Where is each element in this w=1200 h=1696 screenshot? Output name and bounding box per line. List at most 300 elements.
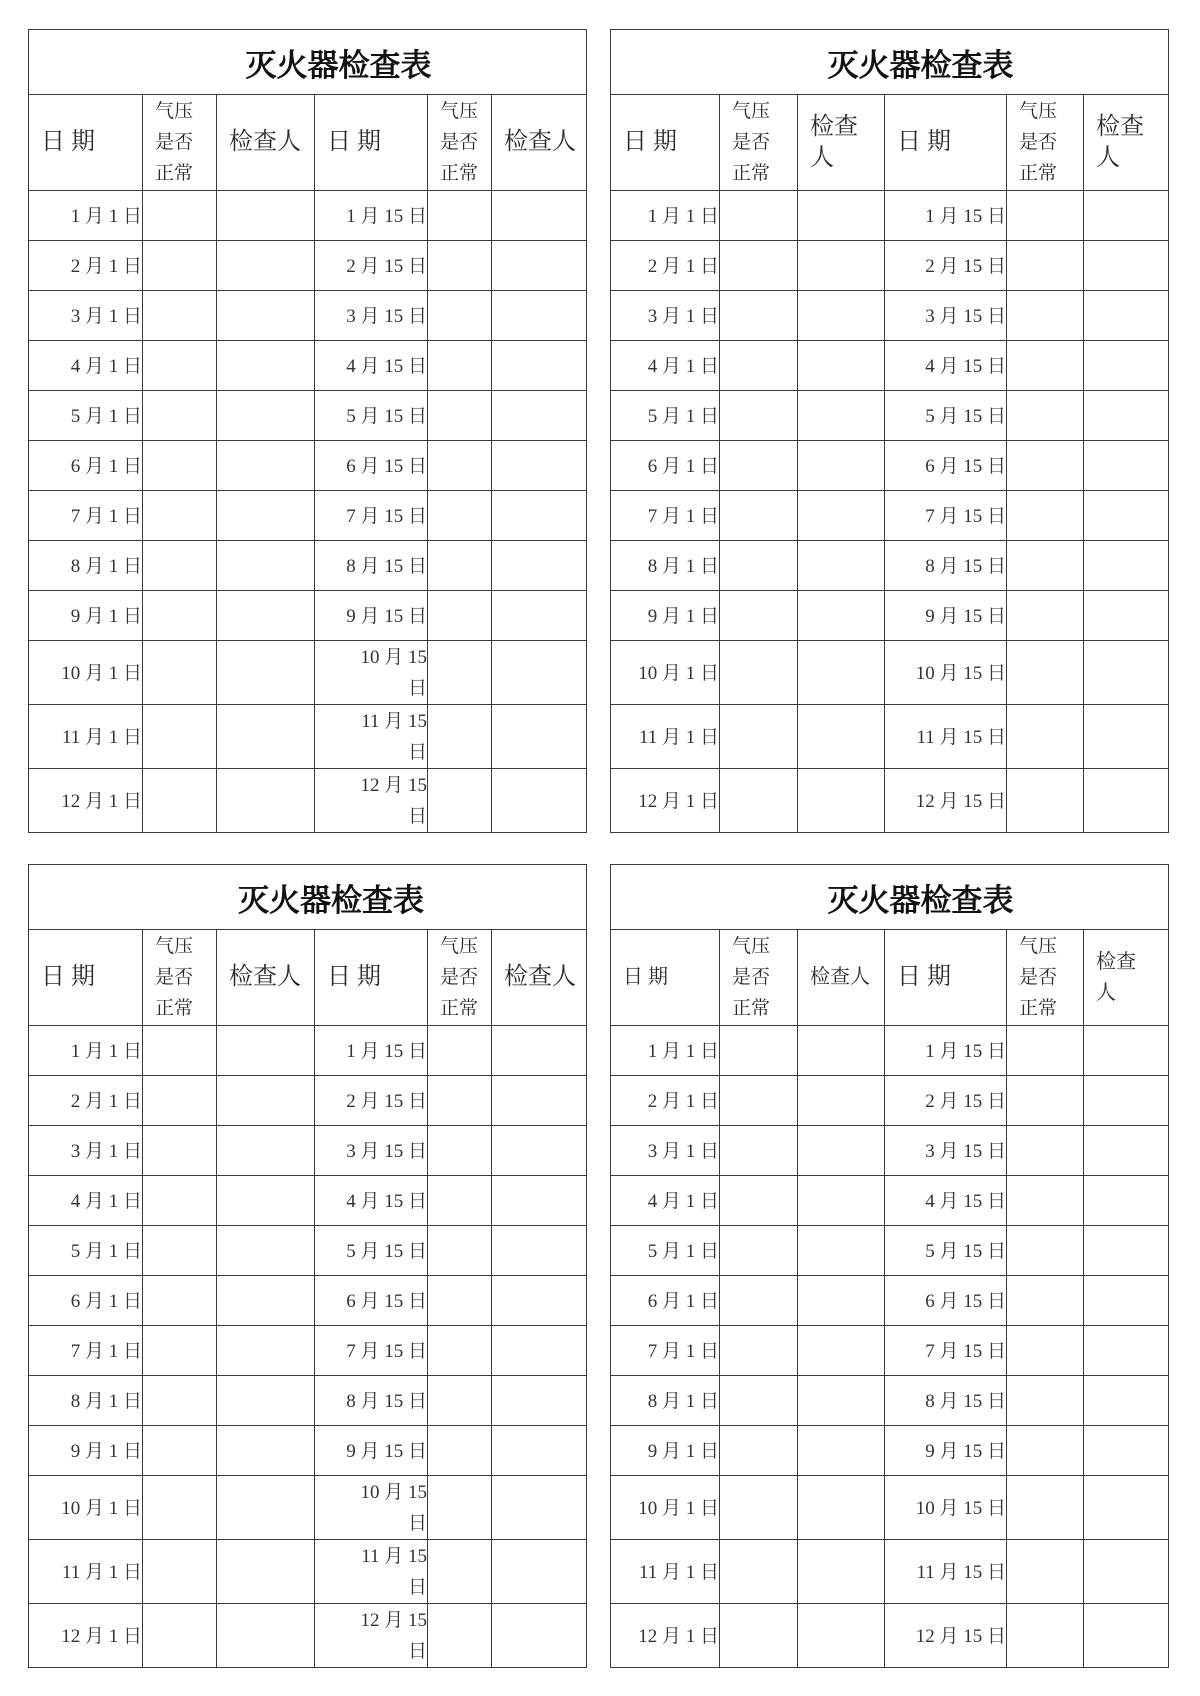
table-row bbox=[29, 1604, 587, 1668]
inspector-cell bbox=[217, 1226, 315, 1276]
header-pressure-line: 气压 bbox=[155, 936, 194, 957]
inspector-cell bbox=[798, 1376, 885, 1426]
date-cell-1st bbox=[29, 1126, 143, 1176]
pressure-check-cell bbox=[1007, 241, 1084, 291]
header-pressure-line: 是否 bbox=[440, 132, 479, 153]
pressure-check-cell bbox=[428, 491, 492, 541]
header-pressure bbox=[143, 930, 217, 1026]
date-cell-15th bbox=[885, 769, 1007, 833]
table-row bbox=[611, 1426, 1169, 1476]
pressure-check-cell bbox=[1007, 705, 1084, 769]
table-row bbox=[611, 1076, 1169, 1126]
date-text: 2 月 15 日 bbox=[925, 255, 1006, 277]
header-pressure-line: 气压 bbox=[440, 936, 479, 957]
pressure-check-cell bbox=[428, 1076, 492, 1126]
pressure-check-cell bbox=[143, 441, 217, 491]
date-cell-1st bbox=[611, 591, 720, 641]
table-title: 灭火器检查表 bbox=[29, 865, 587, 930]
pressure-check-cell bbox=[720, 191, 798, 241]
inspector-cell bbox=[217, 1426, 315, 1476]
header-pressure-line: 是否 bbox=[440, 967, 479, 988]
inspector-cell bbox=[217, 1276, 315, 1326]
date-cell-15th bbox=[315, 1276, 428, 1326]
date-text: 10 月 15 日 bbox=[360, 1481, 427, 1534]
header-pressure-line: 气压 bbox=[732, 936, 771, 957]
inspector-cell bbox=[217, 191, 315, 241]
date-cell-1st bbox=[29, 1476, 143, 1540]
date-cell-15th bbox=[885, 1376, 1007, 1426]
inspector-cell bbox=[798, 191, 885, 241]
date-text: 3 月 15 日 bbox=[925, 305, 1006, 327]
date-cell-1st bbox=[611, 1604, 720, 1668]
table-row bbox=[29, 341, 587, 391]
inspector-cell bbox=[798, 1226, 885, 1276]
inspector-cell bbox=[217, 391, 315, 441]
inspector-cell bbox=[492, 541, 587, 591]
date-cell-15th bbox=[315, 769, 428, 833]
date-cell-1st bbox=[29, 641, 143, 705]
date-cell-15th bbox=[315, 1176, 428, 1226]
pressure-check-cell bbox=[428, 391, 492, 441]
pressure-check-cell bbox=[1007, 1604, 1084, 1668]
date-cell-15th bbox=[885, 1426, 1007, 1476]
pressure-check-cell bbox=[1007, 1026, 1084, 1076]
date-text: 6 月 1 日 bbox=[647, 455, 719, 477]
inspector-cell bbox=[1084, 541, 1169, 591]
table-row bbox=[611, 441, 1169, 491]
header-pressure-line: 正常 bbox=[732, 163, 771, 184]
date-cell-1st bbox=[611, 491, 720, 541]
inspector-cell bbox=[217, 291, 315, 341]
date-text: 10 月 15 日 bbox=[915, 1497, 1006, 1519]
table-row bbox=[29, 1026, 587, 1076]
date-cell-1st bbox=[29, 491, 143, 541]
table-body bbox=[29, 191, 587, 833]
date-text: 7 月 15 日 bbox=[925, 505, 1006, 527]
table-row bbox=[29, 241, 587, 291]
pressure-check-cell bbox=[428, 1026, 492, 1076]
inspector-cell bbox=[1084, 1226, 1169, 1276]
inspector-cell bbox=[217, 1476, 315, 1540]
pressure-check-cell bbox=[428, 769, 492, 833]
table-row bbox=[29, 1426, 587, 1476]
date-text: 6 月 15 日 bbox=[925, 455, 1006, 477]
date-cell-1st bbox=[611, 1326, 720, 1376]
date-text: 10 月 15 日 bbox=[915, 662, 1006, 684]
pressure-check-cell bbox=[1007, 769, 1084, 833]
header-inspector bbox=[1084, 95, 1169, 191]
pressure-check-cell bbox=[428, 341, 492, 391]
pressure-check-cell bbox=[1007, 1276, 1084, 1326]
inspector-cell bbox=[492, 391, 587, 441]
date-text: 1 月 15 日 bbox=[925, 1040, 1006, 1062]
pressure-check-cell bbox=[428, 291, 492, 341]
header-pressure-line: 正常 bbox=[440, 998, 479, 1019]
header-pressure bbox=[428, 95, 492, 191]
table-row bbox=[29, 1326, 587, 1376]
inspector-cell bbox=[1084, 1176, 1169, 1226]
date-cell-15th bbox=[315, 1604, 428, 1668]
pressure-check-cell bbox=[720, 291, 798, 341]
table-row bbox=[611, 1326, 1169, 1376]
date-text: 5 月 15 日 bbox=[925, 405, 1006, 427]
inspector-cell bbox=[217, 441, 315, 491]
date-text: 12 月 1 日 bbox=[638, 790, 719, 812]
date-text: 9 月 15 日 bbox=[346, 605, 427, 627]
date-cell-15th bbox=[885, 705, 1007, 769]
header-date bbox=[315, 95, 428, 191]
table-row bbox=[29, 769, 587, 833]
date-cell-1st bbox=[611, 1276, 720, 1326]
table-title: 灭火器检查表 bbox=[611, 30, 1169, 95]
date-cell-15th bbox=[315, 491, 428, 541]
date-text: 4 月 1 日 bbox=[647, 1190, 719, 1212]
date-text: 9 月 1 日 bbox=[647, 1440, 719, 1462]
pressure-check-cell bbox=[720, 769, 798, 833]
table-row bbox=[29, 1176, 587, 1226]
date-cell-15th bbox=[315, 291, 428, 341]
pressure-check-cell bbox=[720, 441, 798, 491]
inspector-cell bbox=[217, 1604, 315, 1668]
inspector-cell bbox=[798, 341, 885, 391]
inspector-cell bbox=[798, 441, 885, 491]
header-pressure bbox=[143, 95, 217, 191]
pressure-check-cell bbox=[720, 1126, 798, 1176]
inspector-cell bbox=[492, 291, 587, 341]
pressure-check-cell bbox=[1007, 491, 1084, 541]
table-row bbox=[611, 191, 1169, 241]
date-cell-1st bbox=[611, 1540, 720, 1604]
date-cell-15th bbox=[885, 191, 1007, 241]
header-inspector-label: 检查人 bbox=[229, 129, 301, 155]
inspector-cell bbox=[492, 241, 587, 291]
date-text: 3 月 15 日 bbox=[346, 1140, 427, 1162]
header-pressure-line: 是否 bbox=[732, 967, 771, 988]
header-pressure bbox=[1007, 95, 1084, 191]
date-cell-1st bbox=[611, 1176, 720, 1226]
date-cell-1st bbox=[29, 241, 143, 291]
date-text: 7 月 1 日 bbox=[647, 1340, 719, 1362]
date-cell-15th bbox=[885, 541, 1007, 591]
table-row bbox=[611, 1276, 1169, 1326]
date-text: 5 月 1 日 bbox=[647, 1240, 719, 1262]
pressure-check-cell bbox=[143, 1176, 217, 1226]
inspector-cell bbox=[217, 591, 315, 641]
date-cell-15th bbox=[885, 1076, 1007, 1126]
table-row bbox=[29, 1540, 587, 1604]
inspector-cell bbox=[798, 391, 885, 441]
inspector-cell bbox=[1084, 1604, 1169, 1668]
date-cell-1st bbox=[29, 391, 143, 441]
date-text: 1 月 1 日 bbox=[647, 1040, 719, 1062]
pressure-check-cell bbox=[1007, 1226, 1084, 1276]
pressure-check-cell bbox=[428, 541, 492, 591]
header-row bbox=[611, 930, 1169, 1026]
date-text: 9 月 15 日 bbox=[925, 1440, 1006, 1462]
date-cell-15th bbox=[315, 1476, 428, 1540]
date-text: 7 月 15 日 bbox=[346, 505, 427, 527]
inspector-cell bbox=[217, 541, 315, 591]
date-text: 4 月 1 日 bbox=[70, 355, 142, 377]
header-pressure-line: 是否 bbox=[732, 132, 771, 153]
inspector-cell bbox=[1084, 1276, 1169, 1326]
inspector-cell bbox=[492, 1376, 587, 1426]
pressure-check-cell bbox=[143, 1376, 217, 1426]
date-text: 1 月 1 日 bbox=[70, 205, 142, 227]
table-row bbox=[611, 341, 1169, 391]
inspector-cell bbox=[492, 441, 587, 491]
date-cell-15th bbox=[885, 341, 1007, 391]
header-inspector-label: 检查人 bbox=[1096, 113, 1144, 171]
inspector-cell bbox=[217, 1326, 315, 1376]
table-body bbox=[611, 1026, 1169, 1668]
date-cell-15th bbox=[885, 1326, 1007, 1376]
date-text: 8 月 15 日 bbox=[346, 555, 427, 577]
header-pressure bbox=[720, 95, 798, 191]
inspector-cell bbox=[1084, 1426, 1169, 1476]
header-pressure-line: 是否 bbox=[155, 132, 194, 153]
table-row bbox=[611, 705, 1169, 769]
date-text: 8 月 15 日 bbox=[346, 1390, 427, 1412]
inspector-cell bbox=[798, 1276, 885, 1326]
date-text: 1 月 15 日 bbox=[925, 205, 1006, 227]
inspector-cell bbox=[798, 541, 885, 591]
date-text: 11 月 1 日 bbox=[638, 1561, 719, 1583]
date-cell-1st bbox=[611, 705, 720, 769]
inspector-cell bbox=[798, 1326, 885, 1376]
header-pressure-line: 气压 bbox=[732, 101, 771, 122]
table-row bbox=[611, 491, 1169, 541]
table-row bbox=[29, 591, 587, 641]
pressure-check-cell bbox=[428, 1176, 492, 1226]
date-cell-1st bbox=[29, 705, 143, 769]
inspector-cell bbox=[1084, 705, 1169, 769]
header-inspector bbox=[492, 95, 587, 191]
pressure-check-cell bbox=[1007, 641, 1084, 705]
table-row bbox=[611, 1176, 1169, 1226]
date-text: 11 月 1 日 bbox=[61, 1561, 142, 1583]
date-cell-15th bbox=[885, 591, 1007, 641]
inspector-cell bbox=[798, 1076, 885, 1126]
date-cell-1st bbox=[611, 1126, 720, 1176]
date-cell-15th bbox=[315, 1540, 428, 1604]
header-inspector bbox=[217, 930, 315, 1026]
table-row bbox=[29, 641, 587, 705]
inspector-cell bbox=[217, 1176, 315, 1226]
table-body bbox=[611, 191, 1169, 833]
date-text: 7 月 1 日 bbox=[70, 1340, 142, 1362]
header-pressure-line: 正常 bbox=[1019, 163, 1058, 184]
inspector-cell bbox=[1084, 1026, 1169, 1076]
pressure-check-cell bbox=[720, 491, 798, 541]
date-cell-1st bbox=[611, 541, 720, 591]
inspector-cell bbox=[217, 705, 315, 769]
header-pressure-line: 是否 bbox=[155, 967, 194, 988]
pressure-check-cell bbox=[428, 191, 492, 241]
date-cell-15th bbox=[315, 1026, 428, 1076]
inspector-cell bbox=[1084, 341, 1169, 391]
inspector-cell bbox=[217, 1540, 315, 1604]
pressure-check-cell bbox=[720, 391, 798, 441]
pressure-check-cell bbox=[143, 1604, 217, 1668]
header-inspector-label: 检查人 bbox=[1096, 950, 1136, 1004]
date-cell-15th bbox=[315, 1376, 428, 1426]
date-cell-15th bbox=[885, 1226, 1007, 1276]
date-text: 12 月 1 日 bbox=[61, 790, 142, 812]
date-cell-15th bbox=[315, 1076, 428, 1126]
pressure-check-cell bbox=[143, 541, 217, 591]
header-pressure-line: 正常 bbox=[732, 998, 771, 1019]
pressure-check-cell bbox=[428, 1276, 492, 1326]
date-cell-15th bbox=[885, 1540, 1007, 1604]
table-row bbox=[29, 1076, 587, 1126]
fire-extinguisher-check-table-1 bbox=[28, 29, 587, 833]
date-text: 5 月 15 日 bbox=[925, 1240, 1006, 1262]
pressure-check-cell bbox=[720, 1476, 798, 1540]
table-row bbox=[611, 241, 1169, 291]
pressure-check-cell bbox=[143, 1476, 217, 1540]
inspector-cell bbox=[1084, 769, 1169, 833]
date-text: 7 月 1 日 bbox=[647, 505, 719, 527]
pressure-check-cell bbox=[720, 1176, 798, 1226]
header-inspector-label: 检查人 bbox=[504, 964, 576, 990]
inspector-cell bbox=[798, 291, 885, 341]
title-row bbox=[611, 865, 1169, 930]
table-row bbox=[29, 1276, 587, 1326]
inspector-cell bbox=[492, 1226, 587, 1276]
inspector-cell bbox=[217, 769, 315, 833]
inspector-cell bbox=[492, 641, 587, 705]
header-date bbox=[611, 95, 720, 191]
header-date bbox=[885, 95, 1007, 191]
inspector-cell bbox=[217, 1126, 315, 1176]
date-text: 8 月 15 日 bbox=[925, 1390, 1006, 1412]
pressure-check-cell bbox=[143, 341, 217, 391]
header-date-label: 日 期 bbox=[41, 129, 95, 155]
header-date bbox=[29, 95, 143, 191]
pressure-check-cell bbox=[428, 1476, 492, 1540]
inspector-cell bbox=[1084, 291, 1169, 341]
date-cell-15th bbox=[885, 1476, 1007, 1540]
inspector-cell bbox=[1084, 1376, 1169, 1426]
header-pressure-line: 正常 bbox=[155, 163, 194, 184]
date-cell-15th bbox=[885, 1176, 1007, 1226]
header-inspector-label: 检查人 bbox=[810, 113, 858, 171]
pressure-check-cell bbox=[1007, 1426, 1084, 1476]
date-text: 4 月 15 日 bbox=[925, 1190, 1006, 1212]
date-cell-1st bbox=[29, 1026, 143, 1076]
date-cell-15th bbox=[315, 1426, 428, 1476]
date-cell-15th bbox=[315, 391, 428, 441]
date-text: 11 月 1 日 bbox=[61, 726, 142, 748]
date-text: 2 月 1 日 bbox=[647, 1090, 719, 1112]
date-cell-1st bbox=[29, 541, 143, 591]
date-cell-15th bbox=[315, 441, 428, 491]
inspector-cell bbox=[798, 1126, 885, 1176]
date-text: 3 月 1 日 bbox=[70, 305, 142, 327]
table-row bbox=[611, 591, 1169, 641]
date-cell-1st bbox=[611, 1076, 720, 1126]
pressure-check-cell bbox=[143, 705, 217, 769]
pressure-check-cell bbox=[1007, 541, 1084, 591]
date-text: 12 月 15 日 bbox=[915, 790, 1006, 812]
date-text: 5 月 1 日 bbox=[647, 405, 719, 427]
pressure-check-cell bbox=[143, 1226, 217, 1276]
pressure-check-cell bbox=[143, 1126, 217, 1176]
date-cell-1st bbox=[29, 1426, 143, 1476]
pressure-check-cell bbox=[428, 1376, 492, 1426]
date-cell-1st bbox=[29, 1540, 143, 1604]
pressure-check-cell bbox=[143, 1540, 217, 1604]
inspector-cell bbox=[217, 491, 315, 541]
inspector-cell bbox=[1084, 1126, 1169, 1176]
inspector-cell bbox=[1084, 1476, 1169, 1540]
table-row bbox=[611, 769, 1169, 833]
date-cell-1st bbox=[611, 1026, 720, 1076]
header-pressure bbox=[428, 930, 492, 1026]
header-pressure-line: 是否 bbox=[1019, 132, 1058, 153]
table-row bbox=[611, 641, 1169, 705]
date-cell-1st bbox=[611, 1426, 720, 1476]
date-cell-1st bbox=[611, 341, 720, 391]
inspector-cell bbox=[217, 1076, 315, 1126]
inspector-cell bbox=[492, 491, 587, 541]
date-cell-15th bbox=[315, 641, 428, 705]
date-cell-15th bbox=[315, 191, 428, 241]
date-text: 12 月 1 日 bbox=[61, 1625, 142, 1647]
header-row bbox=[611, 95, 1169, 191]
fire-extinguisher-check-table-3 bbox=[28, 864, 587, 1668]
date-cell-15th bbox=[315, 241, 428, 291]
date-text: 5 月 15 日 bbox=[346, 1240, 427, 1262]
title-row bbox=[611, 30, 1169, 95]
header-pressure-line: 正常 bbox=[1019, 998, 1058, 1019]
date-text: 7 月 15 日 bbox=[925, 1340, 1006, 1362]
date-text: 4 月 15 日 bbox=[346, 355, 427, 377]
table-row bbox=[29, 705, 587, 769]
inspector-cell bbox=[492, 769, 587, 833]
pressure-check-cell bbox=[1007, 441, 1084, 491]
date-text: 8 月 1 日 bbox=[70, 555, 142, 577]
header-pressure bbox=[1007, 930, 1084, 1026]
inspector-cell bbox=[217, 1026, 315, 1076]
date-cell-15th bbox=[885, 291, 1007, 341]
pressure-check-cell bbox=[1007, 1326, 1084, 1376]
date-text: 1 月 1 日 bbox=[647, 205, 719, 227]
pressure-check-cell bbox=[1007, 291, 1084, 341]
date-cell-15th bbox=[885, 1604, 1007, 1668]
date-cell-1st bbox=[611, 291, 720, 341]
inspector-cell bbox=[1084, 1076, 1169, 1126]
date-text: 5 月 15 日 bbox=[346, 405, 427, 427]
date-text: 10 月 1 日 bbox=[638, 1497, 719, 1519]
pressure-check-cell bbox=[720, 1604, 798, 1668]
date-cell-1st bbox=[611, 391, 720, 441]
pressure-check-cell bbox=[1007, 591, 1084, 641]
header-inspector bbox=[492, 930, 587, 1026]
date-cell-1st bbox=[29, 1276, 143, 1326]
inspector-cell bbox=[492, 1076, 587, 1126]
date-text: 10 月 1 日 bbox=[61, 1497, 142, 1519]
inspector-cell bbox=[1084, 491, 1169, 541]
pressure-check-cell bbox=[720, 341, 798, 391]
inspector-cell bbox=[798, 1540, 885, 1604]
inspector-cell bbox=[1084, 1326, 1169, 1376]
pressure-check-cell bbox=[428, 1604, 492, 1668]
table-row bbox=[29, 1376, 587, 1426]
header-row bbox=[29, 930, 587, 1026]
inspector-cell bbox=[1084, 1540, 1169, 1604]
